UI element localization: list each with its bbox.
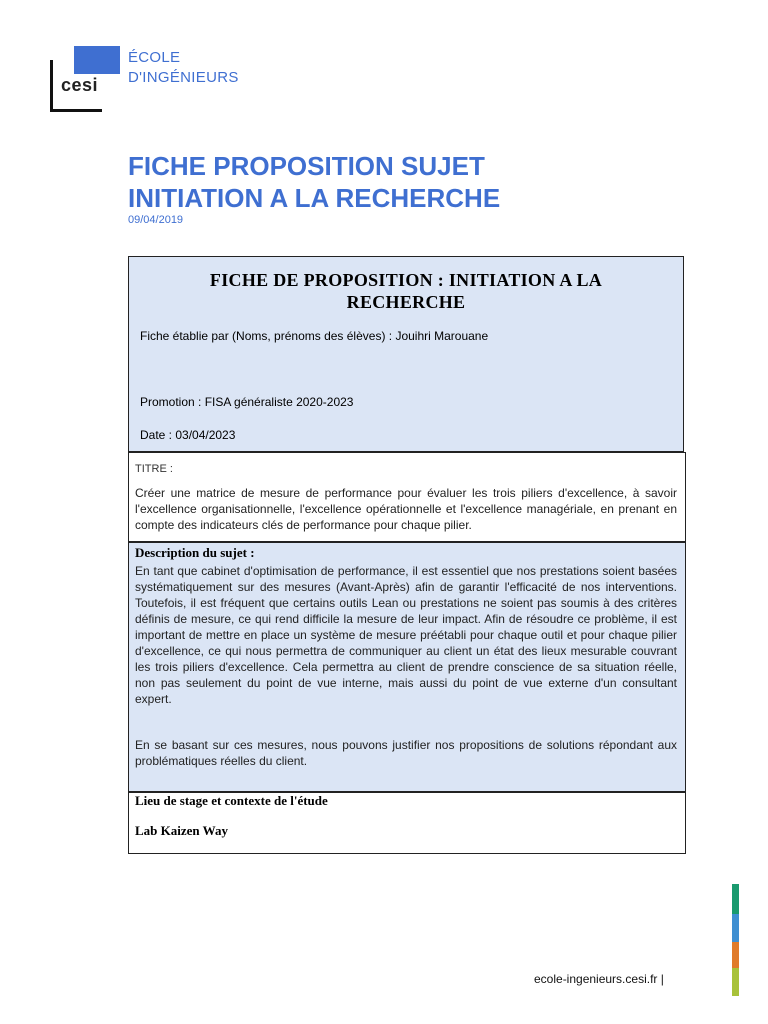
description-section (128, 542, 686, 792)
form-header-box (128, 256, 684, 452)
lieu-value: Lab Kaizen Way (135, 823, 228, 838)
footer-color-bar-orange (732, 942, 739, 968)
footer-color-bar-blue (732, 914, 739, 942)
logo-brand-text: cesi (58, 74, 121, 96)
form-title: FICHE DE PROPOSITION : INITIATION A LA RECHERCHE (209, 270, 603, 312)
titre-text: Créer une matrice de mesure de performance pour évaluer les trois piliers d'excellence, à savoir l'excellence organisationnelle, l'excellence opérationnelle et l'excellence managériale, en prenant en compte des indicateurs clés de performance pour chaque pilier. (135, 486, 677, 532)
document-title (128, 150, 500, 214)
document-date: 09/04/2019 (128, 214, 184, 226)
cesi-logo (42, 38, 242, 118)
promotion-field: Promotion : FISA généraliste 2020-2023 (140, 395, 354, 409)
title-line-2: INITIATION A LA RECHERCHE (128, 183, 501, 213)
footer-color-bar-lime (732, 968, 739, 996)
description-paragraph-2: En se basant sur ces mesures, nous pouvons justifier nos propositions de solutions répondant aux problématiques réelles du client. (135, 738, 677, 768)
footer-website-link[interactable]: ecole-ingenieurs.cesi.fr | (534, 972, 664, 986)
students-field: Fiche établie par (Noms, prénoms des élèves) : Jouihri Marouane (140, 329, 489, 343)
date-field: Date : 03/04/2023 (140, 428, 236, 442)
logo-bracket-horizontal (50, 109, 102, 112)
logo-bracket-vertical (50, 60, 53, 112)
title-line-1: FICHE PROPOSITION SUJET (128, 151, 485, 181)
logo-line-1: ÉCOLE (128, 49, 181, 66)
description-label: Description du sujet : (135, 545, 255, 560)
footer-color-bar-green (732, 884, 739, 914)
titre-section (128, 452, 686, 542)
lieu-section (128, 792, 686, 854)
description-paragraph-1: En tant que cabinet d'optimisation de performance, il est essentiel que nos prestations soient basées systématiquement sur des mesures (Avant-Après) afin de garantir l'efficacité de nos interventions. Toutefois, il est fréquent que certains outils Lean ou prestations ne soient pas soumis à des critères définis de mesure, ce qui rend difficile la mesure de leur impact. Afin de résoudre ce problème, il est important de mettre en place un système de mesure préétabli pour chaque outil et pour chaque pilier d'excellence, ce qui nous permettra de communiquer au client un état des lieux mesurable couvrant les trois piliers d'excellence. Cela permettra au client de prendre conscience de sa situation réelle, non pas seulement du point de vue interne, mais aussi du point de vue externe d'un consultant expert. (135, 564, 677, 706)
titre-label: TITRE : (135, 463, 173, 475)
logo-line-2: D'INGÉNIEURS (128, 69, 239, 86)
logo-school-name (128, 48, 239, 88)
lieu-label: Lieu de stage et contexte de l'étude (135, 793, 328, 808)
